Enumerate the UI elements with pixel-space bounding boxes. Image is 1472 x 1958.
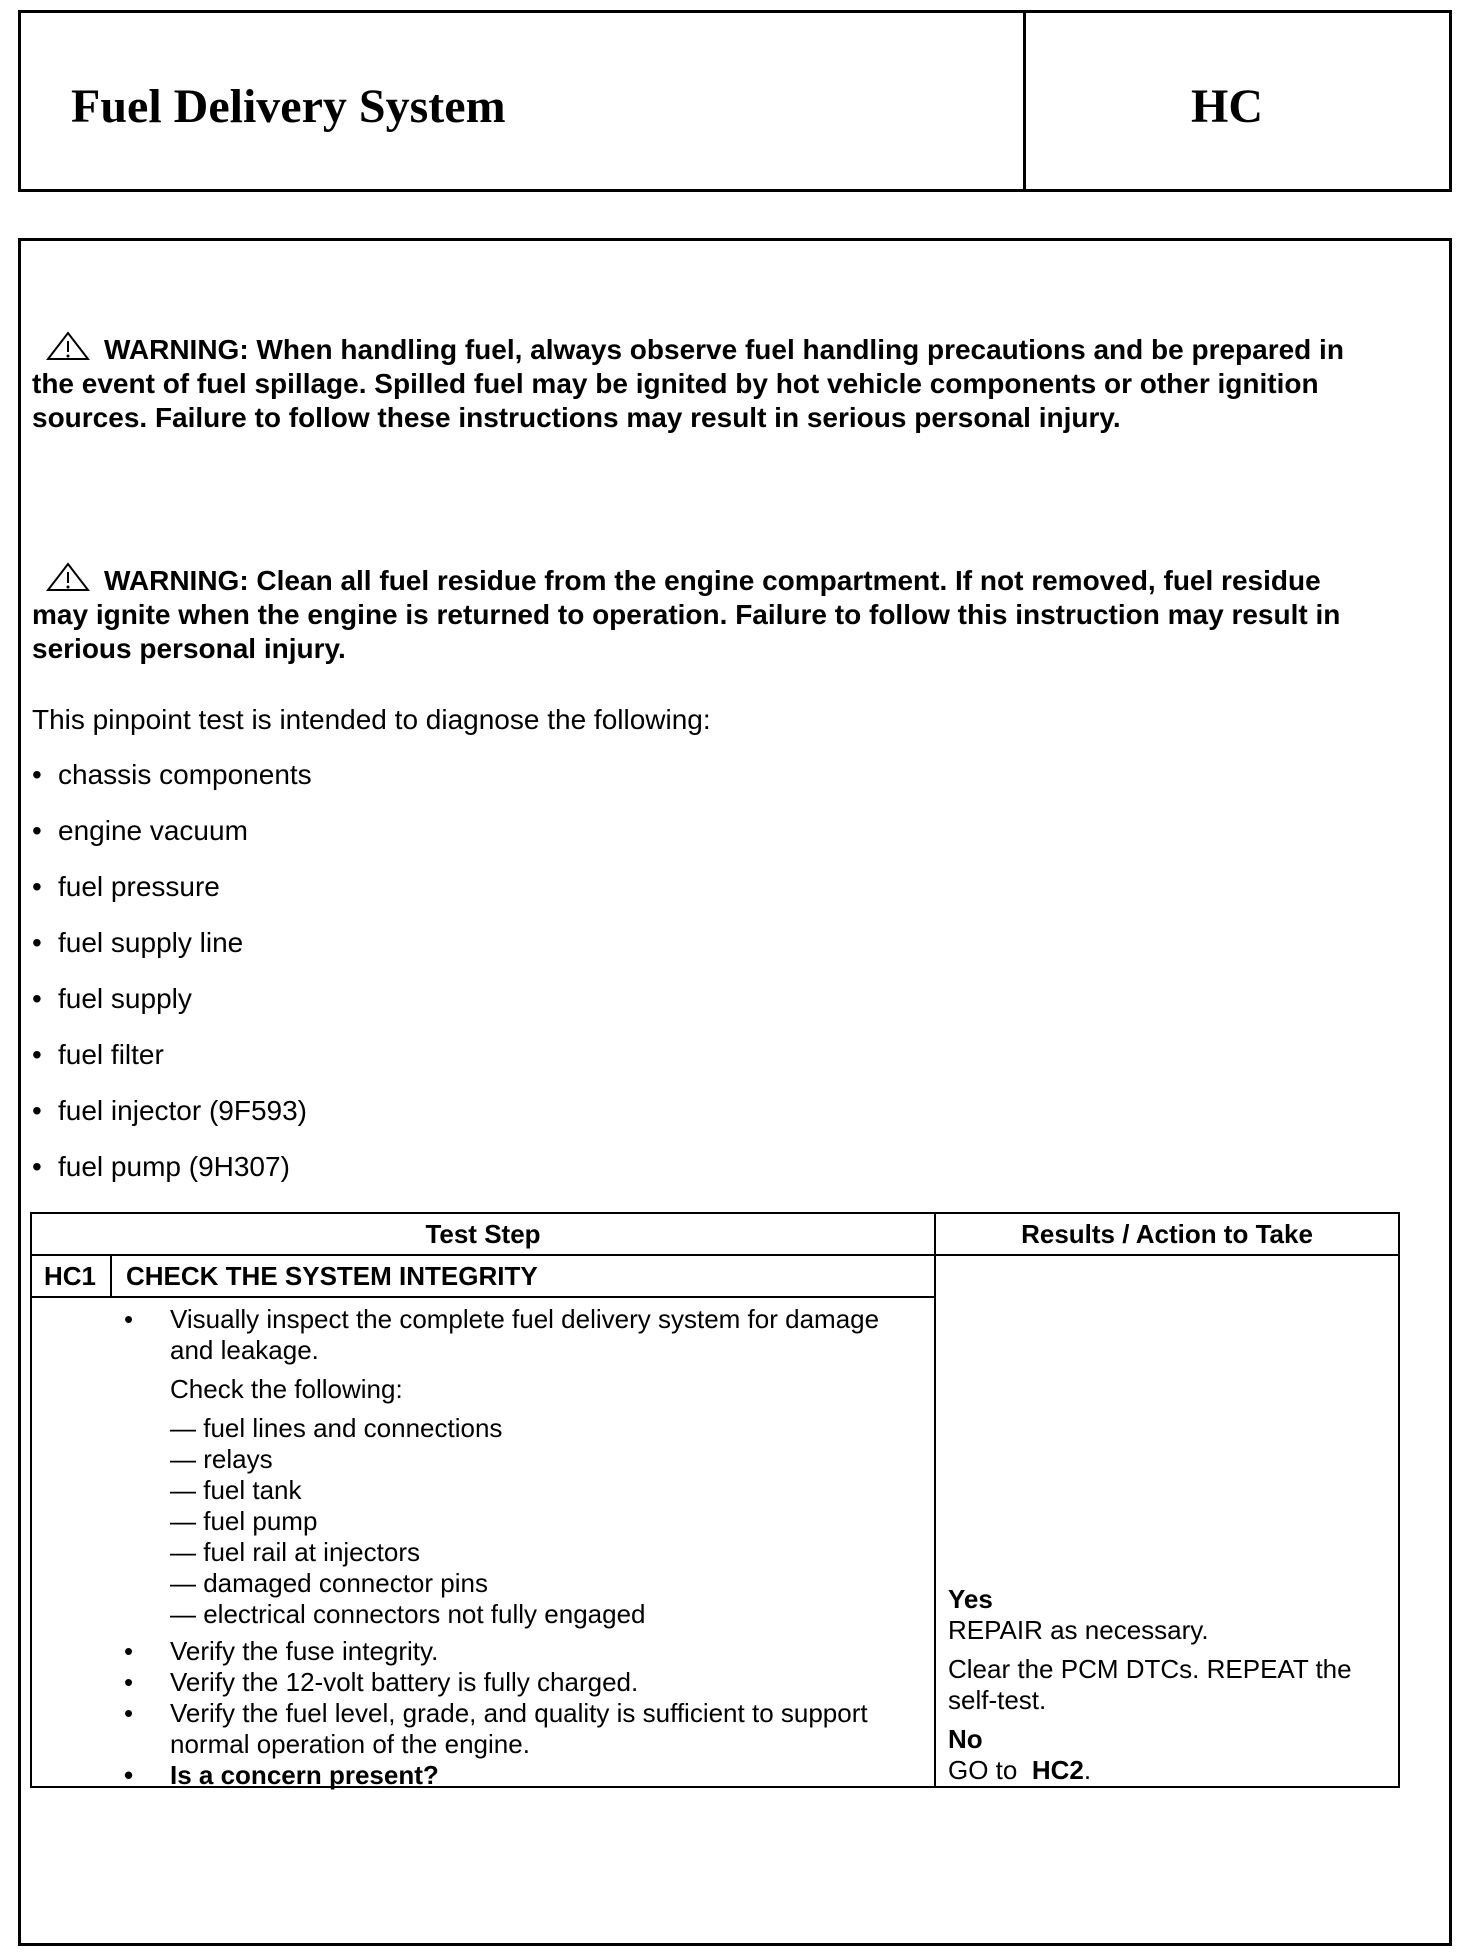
step-instructions: [124, 1304, 884, 1366]
check-list: [170, 1413, 884, 1630]
check-label: Check the following:: [170, 1374, 403, 1404]
result-yes-label: Yes: [948, 1584, 993, 1614]
list-item: — fuel rail at injectors: [170, 1537, 420, 1567]
result-no-action: GO to HC2.: [948, 1755, 1092, 1785]
list-item: — damaged connector pins: [170, 1568, 488, 1598]
list-item: — fuel lines and connections: [170, 1413, 503, 1443]
step-id: HC1: [32, 1256, 112, 1296]
step-header-cell: [31, 1255, 935, 1297]
list-item: • fuel supply: [32, 983, 192, 1014]
results-block: [948, 1584, 1398, 1786]
step-reference: HC2: [1031, 1755, 1084, 1785]
section-title: Fuel Delivery System: [71, 80, 506, 133]
intro-text: This pinpoint test is intended to diagnose the following:: [32, 704, 711, 735]
list-item: • Is a concern present?: [124, 1760, 439, 1790]
list-item: • fuel filter: [32, 1039, 164, 1070]
diagnose-list: [32, 758, 312, 1206]
warning-triangle-icon: [46, 562, 90, 592]
list-item: — fuel pump: [170, 1506, 318, 1536]
warning-triangle-icon: [46, 331, 90, 361]
list-item: — relays: [170, 1444, 273, 1474]
section-code: HC: [1191, 80, 1263, 133]
result-yes-action-2: Clear the PCM DTCs. REPEAT the self-test.: [948, 1654, 1352, 1715]
warning-text: WARNING: When handling fuel, always observe fuel handling precautions and be prepared in the event of fuel spillage. Spilled fuel may be ignited by hot vehicle components or other ignition sources. Failure to follow these instructions may result in serious personal injury.: [32, 334, 1344, 433]
list-item: • Visually inspect the complete fuel delivery system for damage and leakage.: [124, 1304, 880, 1365]
list-item: • Verify the fuse integrity.: [124, 1636, 439, 1666]
list-item: • engine vacuum: [32, 815, 248, 846]
page-header: [18, 10, 1452, 192]
pinpoint-test-table: [30, 1212, 1400, 1788]
step-instructions-cell: [31, 1297, 935, 1790]
list-item: • fuel injector (9F593): [32, 1095, 308, 1126]
list-item: • fuel pump (9H307): [32, 1151, 290, 1182]
result-yes-action: REPAIR as necessary.: [948, 1615, 1209, 1645]
step-title: CHECK THE SYSTEM INTEGRITY: [126, 1260, 538, 1291]
header-divider: [1023, 13, 1026, 189]
list-item: — fuel tank: [170, 1475, 302, 1505]
column-header-test-step: Test Step: [31, 1213, 935, 1255]
step-verifications: [124, 1636, 884, 1791]
results-cell: [935, 1255, 1399, 1787]
warning-fuel-residue: [32, 562, 1372, 666]
list-item: • Verify the fuel level, grade, and quality is sufficient to support normal operation of the engine.: [124, 1698, 868, 1759]
list-item: — electrical connectors not fully engaged: [170, 1599, 646, 1629]
list-item: • chassis components: [32, 759, 312, 790]
list-item: • fuel pressure: [32, 871, 220, 902]
column-header-results: Results / Action to Take: [935, 1213, 1399, 1255]
warning-text: WARNING: Clean all fuel residue from the engine compartment. If not removed, fuel residue may ignite when the engine is returned to operation. Failure to follow this instruction may result in serious personal injury.: [32, 565, 1341, 664]
list-item: • fuel supply line: [32, 927, 244, 958]
list-item: • Verify the 12-volt battery is fully charged.: [124, 1667, 639, 1697]
result-no-label: No: [948, 1724, 983, 1754]
warning-fuel-handling: [32, 331, 1372, 435]
